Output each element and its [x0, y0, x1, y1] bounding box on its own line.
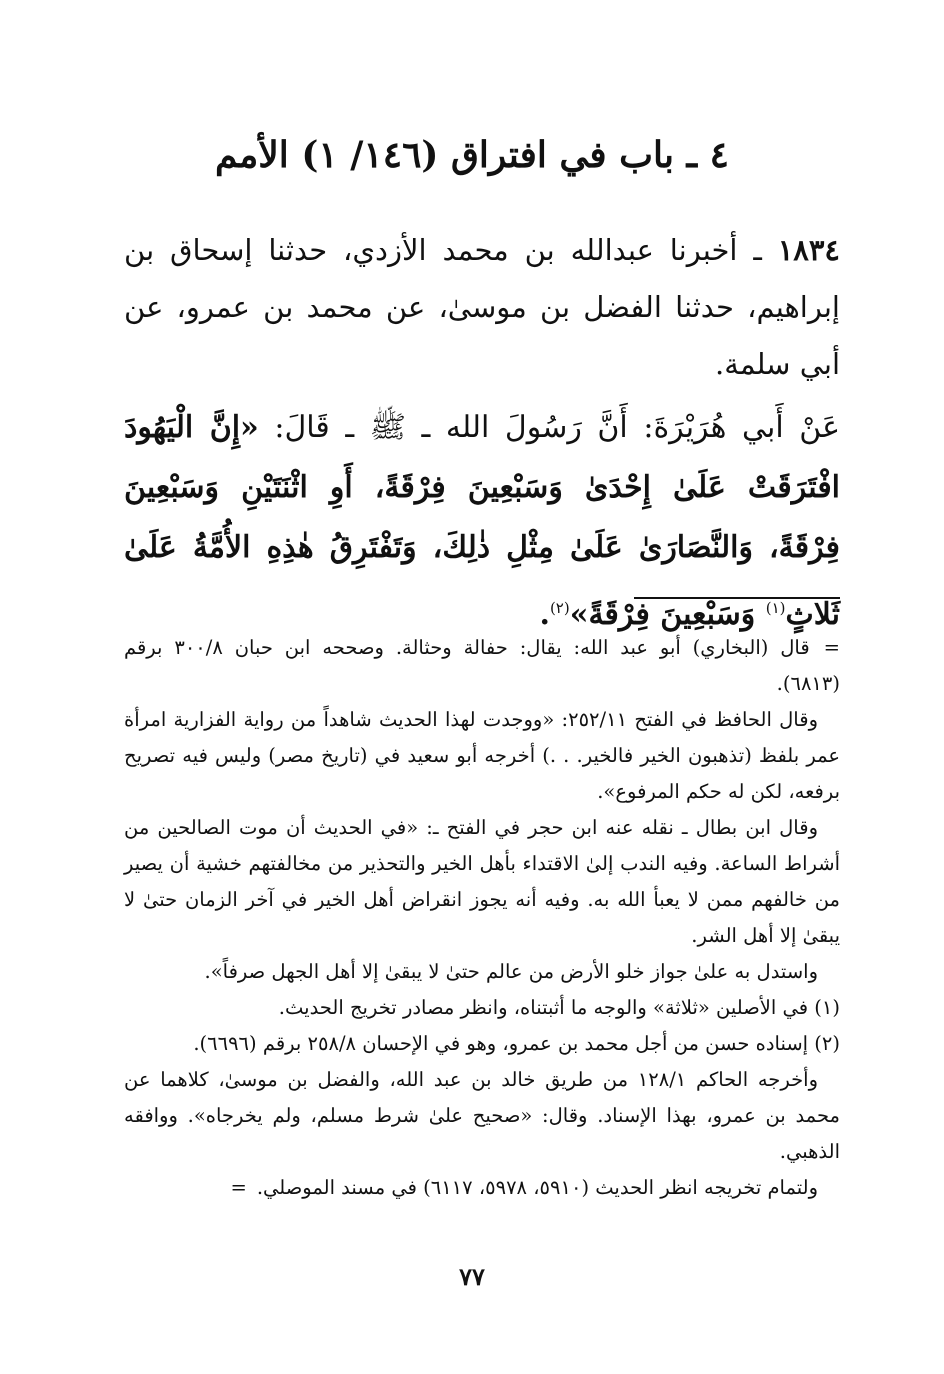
- footnote-2: (٢) إسناده حسن من أجل محمد بن عمرو، وهو في الإحسان ٢٥٨/٨ برقم (٦٦٩٦).: [193, 1032, 840, 1055]
- footnote-ref-2: (٢): [549, 599, 570, 617]
- footnote-para-battal: وقال ابن بطال ـ نقله عنه ابن حجر في الفتح ـ: «في الحديث أن موت الصالحين من أشراط الساعة. وفيه الندب إلىٰ الاقتداء بأهل الخير والتحذير من مخالفتهم خشية أن يصير من خالفهم ممن لا يعبأ الله به. وفيه أنه يجوز انقراض أهل الخير في آخر الزمان حتىٰ لا يبقىٰ إلا أهل الشر.: [124, 816, 840, 947]
- continuation-marker: =: [823, 636, 840, 659]
- isnad-text: ـ أخبرنا عبدالله بن محمد الأزدي، حدثنا إسحاق بن إبراهيم، حدثنا الفضل بن موسىٰ، عن محمد بن عمرو، عن أبي سلمة.: [124, 233, 840, 381]
- footnote-1: (١) في الأصلين «ثلاثة» والوجه ما أثبتناه، وانظر مصادر تخريج الحديث.: [278, 996, 840, 1019]
- page-number: ٧٧: [459, 1262, 485, 1291]
- tatimma-text: ولتمام تخريجه انظر الحديث (٥٩١٠، ٥٩٧٨، ٦١١٧) في مسند الموصلي.: [256, 1176, 818, 1199]
- matn-end: وَسَبْعِينَ فِرْقَةً»: [569, 597, 766, 632]
- footnotes: [124, 630, 840, 1206]
- footnote-ref-1: (١): [765, 599, 786, 617]
- end-marker: =: [230, 1176, 247, 1199]
- hadith-isnad: [124, 222, 840, 393]
- footnote-separator: [634, 597, 840, 599]
- footnote-2-hakim: وأخرجه الحاكم ١٢٨/١ من طريق خالد بن عبد الله، والفضل بن موسىٰ، كلاهما عن محمد بن عمرو، بهذا الإسناد. وقال: «صحيح علىٰ شرط مسلم، ولم يخرجاه». ووافقه الذهبي.: [124, 1068, 840, 1163]
- footnote-continuation: [124, 630, 840, 702]
- matn-close: .: [539, 597, 550, 632]
- footnote-para-hafiz: وقال الحافظ في الفتح ٢٥٢/١١: «ووجدت لهذا الحديث شاهداً من رواية الفزارية امرأة عمر بلفظ (تذهبون الخير فالخير. . .) أخرجه أبو سعيد في (تاريخ مصر) وليس فيه تصريح برفعه، لكن له حكم المرفوع».: [124, 708, 840, 803]
- chapter-title: ٤ ـ باب في افتراق (١٤٦/ ١) الأمم: [215, 134, 729, 176]
- hadith-matn: [124, 398, 840, 645]
- matn-intro: عَنْ أَبي هُرَيْرَةَ: أَنَّ رَسُولَ الله ـ ﷺ ـ قَالَ:: [258, 410, 840, 445]
- continuation-text: قال (البخاري) أبو عبد الله: يقال: حفالة وحثالة. وصححه ابن حبان ٣٠٠/٨ برقم (٦٨١٣).: [124, 636, 840, 695]
- footnote-2-tatimma: [124, 1170, 840, 1206]
- hadith-number: ١٨٣٤: [777, 233, 840, 267]
- matn-body: «إِنَّ الْيَهُودَ افْتَرَقَتْ عَلَىٰ إِحْدَىٰ وَسَبْعِينَ فِرْقَةً، أَوِ اثْنَتَيْنِ وَسَبْعِينَ فِرْقَةً، وَالنَّصَارَىٰ عَلَىٰ مِثْلِ ذٰلِكَ، وَتَفْتَرِقُ هٰذِهِ الأُمَّةُ عَلَىٰ ثَلاثٍ: [124, 410, 840, 632]
- footnote-para-istadall: واستدل به علىٰ جواز خلو الأرض من عالم حتىٰ لا يبقىٰ إلا أهل الجهل صرفاً».: [204, 960, 818, 983]
